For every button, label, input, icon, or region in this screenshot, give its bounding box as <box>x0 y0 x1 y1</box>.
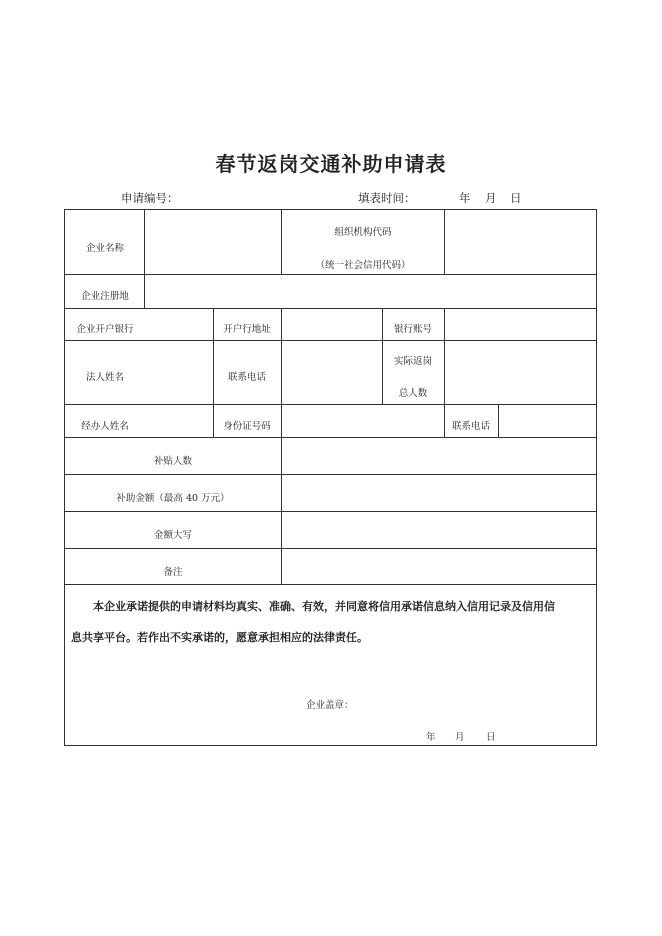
amount-in-words-label: 金额大写 <box>153 530 193 541</box>
registered-address-label: 企业注册地 <box>81 291 129 302</box>
amount-in-words-field[interactable] <box>282 512 596 548</box>
application-form-table <box>64 209 597 746</box>
id-number-label: 身份证号码 <box>223 421 271 432</box>
company-name-label: 企业名称 <box>85 243 125 254</box>
credit-code-label: （统一社会信用代码） <box>315 260 411 271</box>
subsidy-amount-field[interactable] <box>282 475 596 511</box>
form-title: 春节返岗交通补助申请表 <box>215 152 447 176</box>
header-date-month: 月 <box>485 191 497 205</box>
header-date-day: 日 <box>510 191 522 205</box>
handler-phone-field[interactable] <box>499 405 596 437</box>
seal-date-year: 年 <box>426 732 436 743</box>
total-count-label: 总人数 <box>398 388 428 399</box>
pledge-line-2: 息共享平台。若作出不实承诺的，愿意承担相应的法律责任。 <box>71 631 368 644</box>
fill-time-label: 填表时间： <box>358 191 416 205</box>
header-date-year: 年 <box>459 191 471 205</box>
bank-account-field[interactable] <box>445 309 596 340</box>
seal-date-day: 日 <box>486 732 496 743</box>
company-seal-label: 企业盖章： <box>306 700 354 711</box>
remarks-field[interactable] <box>282 549 596 584</box>
org-code-field[interactable] <box>445 210 596 274</box>
actual-return-field[interactable] <box>445 341 596 404</box>
application-number-label: 申请编号： <box>121 191 179 205</box>
handler-phone-label: 联系电话 <box>451 421 491 432</box>
contact-phone-field[interactable] <box>282 341 382 404</box>
handler-name-label: 经办人姓名 <box>81 421 129 432</box>
contact-phone-label: 联系电话 <box>227 372 267 383</box>
bank-address-field[interactable] <box>282 309 382 340</box>
bank-address-label: 开户行地址 <box>223 324 271 335</box>
subsidy-amount-label: 补助金额（最高 40 万元） <box>116 493 230 504</box>
subsidy-count-label: 补贴人数 <box>153 456 193 467</box>
org-code-label: 组织机构代码 <box>334 227 392 238</box>
actual-return-label: 实际返岗 <box>393 356 433 367</box>
company-name-field[interactable] <box>145 210 281 274</box>
legal-person-label: 法人姓名 <box>85 372 125 383</box>
pledge-line-1: 本企业承诺提供的申请材料均真实、准确、有效，并同意将信用承诺信息纳入信用记录及信用信 <box>93 600 555 613</box>
bank-account-label: 银行账号 <box>393 324 433 335</box>
remarks-label: 备注 <box>163 567 183 578</box>
id-number-field[interactable] <box>282 405 444 437</box>
registered-address-field[interactable] <box>145 275 596 308</box>
bank-label: 企业开户银行 <box>76 324 134 335</box>
subsidy-count-field[interactable] <box>282 438 596 474</box>
seal-date-month: 月 <box>455 732 465 743</box>
